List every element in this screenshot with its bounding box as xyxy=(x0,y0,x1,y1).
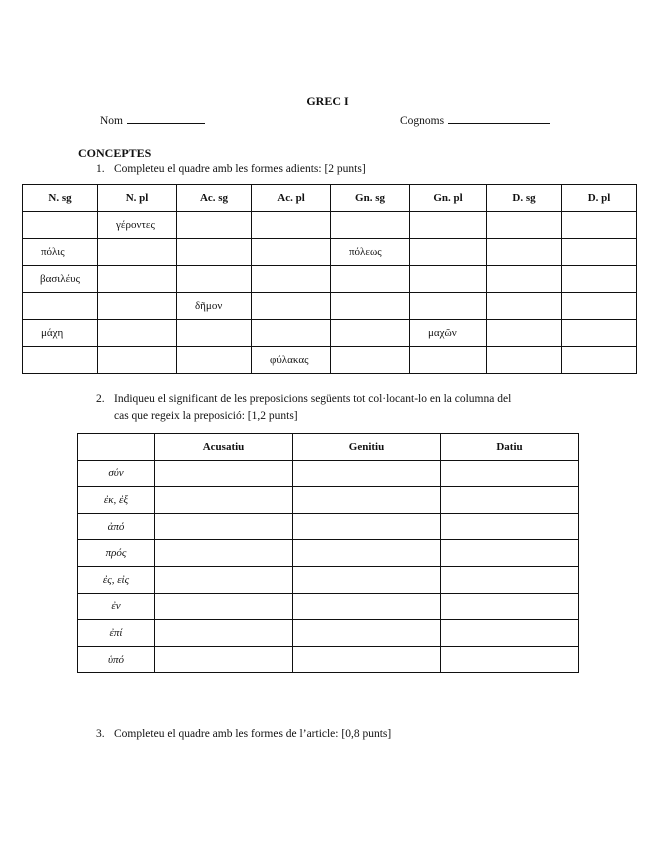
table-cell[interactable] xyxy=(155,566,293,593)
table-cell[interactable] xyxy=(155,646,293,673)
table-row xyxy=(78,487,579,514)
table-cell[interactable]: γέροντες xyxy=(98,212,177,239)
table-cell[interactable] xyxy=(23,212,98,239)
table-cell[interactable] xyxy=(487,347,562,374)
prepositions-header-row xyxy=(78,434,579,461)
table-cell[interactable] xyxy=(293,513,441,540)
question-2 xyxy=(96,391,566,425)
table-cell[interactable] xyxy=(441,540,579,567)
preposition-cell: σύν xyxy=(78,460,155,487)
column-header: Ac. sg xyxy=(177,185,252,212)
table-cell[interactable] xyxy=(293,620,441,647)
table-cell[interactable] xyxy=(155,593,293,620)
table-cell[interactable] xyxy=(177,266,252,293)
table-cell[interactable] xyxy=(98,239,177,266)
preposition-cell: ὑπό xyxy=(78,646,155,673)
table-row xyxy=(23,239,637,266)
table-cell[interactable] xyxy=(487,320,562,347)
table-row xyxy=(23,347,637,374)
column-header xyxy=(78,434,155,461)
preposition-cell: ἐπί xyxy=(78,620,155,647)
table-cell[interactable] xyxy=(562,320,637,347)
table-cell[interactable] xyxy=(293,540,441,567)
surname-blank-line[interactable] xyxy=(448,112,550,124)
table-cell[interactable] xyxy=(155,487,293,514)
question-3-number: 3. xyxy=(96,728,105,740)
column-header: Datiu xyxy=(441,434,579,461)
table-cell[interactable] xyxy=(293,460,441,487)
prepositions-table xyxy=(77,433,579,673)
table-cell[interactable] xyxy=(98,320,177,347)
table-cell[interactable] xyxy=(331,320,410,347)
table-cell[interactable] xyxy=(331,293,410,320)
table-cell[interactable] xyxy=(487,293,562,320)
preposition-cell: ἐς, εἰς xyxy=(78,566,155,593)
column-header: Gn. pl xyxy=(410,185,487,212)
declension-table xyxy=(22,184,637,374)
table-cell[interactable] xyxy=(331,212,410,239)
table-cell[interactable] xyxy=(252,320,331,347)
table-cell[interactable] xyxy=(293,566,441,593)
table-cell[interactable]: βασιλέυς xyxy=(23,266,98,293)
question-2-text-line-2: cas que regeix la preposició: [1,2 punts] xyxy=(114,410,298,422)
table-cell[interactable] xyxy=(252,293,331,320)
column-header: Ac. pl xyxy=(252,185,331,212)
table-cell[interactable] xyxy=(562,347,637,374)
table-cell[interactable] xyxy=(410,212,487,239)
table-cell[interactable]: δῆμον xyxy=(177,293,252,320)
table-cell[interactable] xyxy=(293,487,441,514)
table-row xyxy=(78,646,579,673)
table-cell[interactable] xyxy=(410,347,487,374)
table-cell[interactable] xyxy=(177,320,252,347)
question-2-number: 2. xyxy=(96,393,105,405)
column-header: N. pl xyxy=(98,185,177,212)
table-cell[interactable] xyxy=(155,513,293,540)
table-cell[interactable] xyxy=(293,646,441,673)
table-row xyxy=(78,460,579,487)
table-cell[interactable] xyxy=(98,347,177,374)
table-cell[interactable] xyxy=(441,593,579,620)
column-header: N. sg xyxy=(23,185,98,212)
table-row xyxy=(78,593,579,620)
table-cell[interactable] xyxy=(23,293,98,320)
table-cell[interactable] xyxy=(155,620,293,647)
table-cell[interactable] xyxy=(410,239,487,266)
table-row xyxy=(23,266,637,293)
section-title: CONCEPTES xyxy=(78,146,152,160)
preposition-cell: πρός xyxy=(78,540,155,567)
table-cell[interactable] xyxy=(441,566,579,593)
table-cell[interactable] xyxy=(441,460,579,487)
table-cell[interactable]: πόλεως xyxy=(331,239,410,266)
question-1-number: 1. xyxy=(96,163,105,175)
table-row xyxy=(23,320,637,347)
preposition-cell: ἀπό xyxy=(78,513,155,540)
surname-label: Cognoms xyxy=(400,115,445,127)
table-cell[interactable] xyxy=(562,293,637,320)
table-cell[interactable] xyxy=(177,347,252,374)
column-header: Gn. sg xyxy=(331,185,410,212)
name-blank-line[interactable] xyxy=(127,112,205,124)
table-cell[interactable] xyxy=(562,239,637,266)
table-cell[interactable] xyxy=(98,293,177,320)
table-cell[interactable] xyxy=(23,347,98,374)
table-row xyxy=(78,540,579,567)
table-cell[interactable] xyxy=(331,347,410,374)
table-cell[interactable]: πόλις xyxy=(23,239,98,266)
question-3 xyxy=(96,728,391,740)
table-cell[interactable] xyxy=(155,460,293,487)
table-row xyxy=(23,293,637,320)
question-2-text-line-1: Indiqueu el significant de les preposicions següents tot col·locant-lo en la columna del xyxy=(114,393,512,405)
question-1 xyxy=(96,163,366,175)
declension-header-row xyxy=(23,185,637,212)
table-row xyxy=(78,620,579,647)
column-header: D. pl xyxy=(562,185,637,212)
table-cell[interactable] xyxy=(562,212,637,239)
preposition-cell: ἐκ, ἐξ xyxy=(78,487,155,514)
table-row xyxy=(23,212,637,239)
table-cell[interactable] xyxy=(252,239,331,266)
table-cell[interactable] xyxy=(177,239,252,266)
table-cell[interactable] xyxy=(293,593,441,620)
table-cell[interactable] xyxy=(331,266,410,293)
table-cell[interactable]: μάχη xyxy=(23,320,98,347)
table-cell[interactable] xyxy=(252,212,331,239)
table-cell[interactable] xyxy=(487,212,562,239)
table-cell[interactable]: μαχῶν xyxy=(410,320,487,347)
table-cell[interactable]: φύλακας xyxy=(252,347,331,374)
table-cell[interactable] xyxy=(562,266,637,293)
question-3-text: Completeu el quadre amb les formes de l’article: [0,8 punts] xyxy=(114,728,392,740)
page-title: GREC I xyxy=(306,94,349,108)
column-header: Genitiu xyxy=(293,434,441,461)
table-cell[interactable] xyxy=(252,266,331,293)
column-header: Acusatiu xyxy=(155,434,293,461)
table-row xyxy=(78,566,579,593)
name-field xyxy=(100,112,205,127)
question-1-text: Completeu el quadre amb les formes adients: [2 punts] xyxy=(114,163,366,175)
table-cell[interactable] xyxy=(487,266,562,293)
preposition-cell: ἐν xyxy=(78,593,155,620)
table-cell[interactable] xyxy=(98,266,177,293)
name-label: Nom xyxy=(100,115,123,127)
table-cell[interactable] xyxy=(487,239,562,266)
surname-field xyxy=(400,112,550,127)
table-cell[interactable] xyxy=(441,487,579,514)
table-cell[interactable] xyxy=(410,266,487,293)
table-cell[interactable] xyxy=(441,620,579,647)
table-cell[interactable] xyxy=(441,513,579,540)
table-cell[interactable] xyxy=(441,646,579,673)
table-cell[interactable] xyxy=(410,293,487,320)
table-row xyxy=(78,513,579,540)
table-cell[interactable] xyxy=(155,540,293,567)
table-cell[interactable] xyxy=(177,212,252,239)
column-header: D. sg xyxy=(487,185,562,212)
